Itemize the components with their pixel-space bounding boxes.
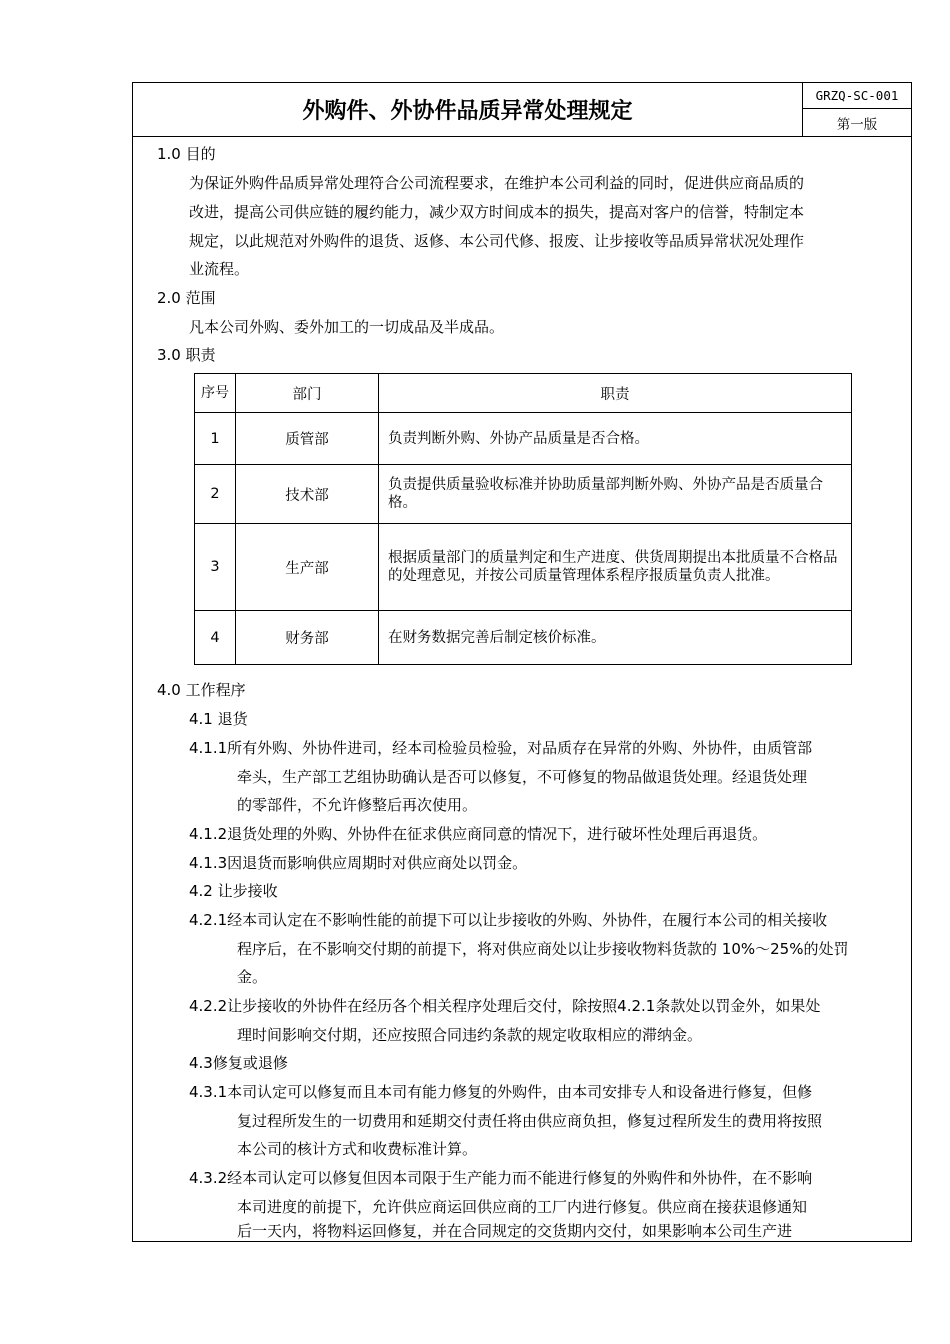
doc-code: GRZQ-SC-001: [803, 83, 911, 109]
clause-line: 本公司的核计方式和收费标准计算。: [237, 1140, 478, 1158]
column-header-dept: 部门: [236, 374, 379, 413]
clause-line: 4.2.1经本司认定在不影响性能的前提下可以让步接收的外购、外协件，在履行本公司的相关接收: [189, 911, 828, 929]
cell-dept: 财务部: [236, 611, 379, 665]
section-title: 2.0 范围: [157, 289, 216, 307]
clause-line: 4.1.3因退货而影响供应周期时对供应商处以罚金。: [189, 854, 528, 872]
clause-line: 4.2.2让步接收的外协件在经历各个相关程序处理后交付，除按照4.2.1条款处以罚金外，如果处: [189, 997, 821, 1015]
paragraph-line: 为保证外购件品质异常处理符合公司流程要求，在维护本公司利益的同时，促进供应商品质的: [189, 174, 805, 192]
cell-dept: 质管部: [236, 413, 379, 465]
clause-line: 后一天内，将物料运回修复，并在合同规定的交货期内交付，如果影响本公司生产进: [237, 1222, 793, 1240]
clause-line: 金。: [237, 968, 268, 986]
clause-line: 牵头，生产部工艺组协助确认是否可以修复，不可修复的物品做退货处理。经退货处理: [237, 768, 808, 786]
cell-duty: 负责判断外购、外协产品质量是否合格。: [379, 413, 852, 465]
document-title: 外购件、外协件品质异常处理规定: [133, 83, 803, 136]
cell-duty: 在财务数据完善后制定核价标准。: [379, 611, 852, 665]
cell-no: 1: [195, 413, 236, 465]
table-row: [195, 524, 852, 611]
section-title: 1.0 目的: [157, 145, 216, 163]
paragraph-line: 业流程。: [189, 260, 250, 278]
column-header-duty: 职责: [379, 374, 852, 413]
cell-dept: 技术部: [236, 465, 379, 524]
cell-duty: 根据质量部门的质量判定和生产进度、供货周期提出本批质量不合格品的处理意见，并按公司质量管理体系程序报质量负责人批准。: [379, 524, 852, 611]
cell-no: 3: [195, 524, 236, 611]
table-header-row: [195, 374, 852, 413]
section-title: 3.0 职责: [157, 346, 216, 364]
clause-line: 4.1.2退货处理的外购、外协件在征求供应商同意的情况下，进行破坏性处理后再退货。: [189, 825, 768, 843]
subsection-title: 4.3修复或退修: [189, 1054, 288, 1072]
paragraph-line: 规定，以此规范对外购件的退货、返修、本公司代修、报废、让步接收等品质异常状况处理作: [189, 232, 805, 250]
subsection-title: 4.2 让步接收: [189, 882, 278, 900]
clause-line: 的零部件，不允许修整后再次使用。: [237, 796, 478, 814]
clause-line: 4.3.2经本司认定可以修复但因本司限于生产能力而不能进行修复的外购件和外协件，在不影响: [189, 1169, 813, 1187]
clause-line: 本司进度的前提下，允许供应商运回供应商的工厂内进行修复。供应商在接获退修通知: [237, 1198, 808, 1216]
cell-no: 2: [195, 465, 236, 524]
column-header-no: 序号: [195, 374, 236, 413]
doc-info-box: [803, 83, 911, 136]
table-row: [195, 465, 852, 524]
clause-line: 复过程所发生的一切费用和延期交付责任将由供应商负担，修复过程所发生的费用将按照: [237, 1112, 823, 1130]
paragraph-line: 改进，提高公司供应链的履约能力，减少双方时间成本的损失，提高对客户的信誉，特制定本: [189, 203, 805, 221]
clause-line: 4.1.1所有外购、外协件进司，经本司检验员检验，对品质存在异常的外购、外协件，由质管部: [189, 739, 813, 757]
cell-dept: 生产部: [236, 524, 379, 611]
document-header: [133, 83, 911, 137]
table-row: [195, 611, 852, 665]
cell-no: 4: [195, 611, 236, 665]
section-title: 4.0 工作程序: [157, 681, 246, 699]
doc-edition: 第一版: [836, 116, 878, 133]
clause-line: 理时间影响交付期，还应按照合同违约条款的规定收取相应的滞纳金。: [237, 1026, 703, 1044]
paragraph-line: 凡本公司外购、委外加工的一切成品及半成品。: [189, 318, 505, 336]
clause-line: 程序后，在不影响交付期的前提下，将对供应商处以让步接收物料货款的 10%～25%的处罚: [237, 940, 849, 958]
table-row: [195, 413, 852, 465]
cell-duty: 负责提供质量验收标准并协助质量部判断外购、外协产品是否质量合格。: [379, 465, 852, 524]
document-frame: [132, 82, 912, 1242]
subsection-title: 4.1 退货: [189, 710, 248, 728]
clause-line: 4.3.1本司认定可以修复而且本司有能力修复的外购件，由本司安排专人和设备进行修复，但修: [189, 1083, 813, 1101]
duty-table: [194, 373, 852, 665]
